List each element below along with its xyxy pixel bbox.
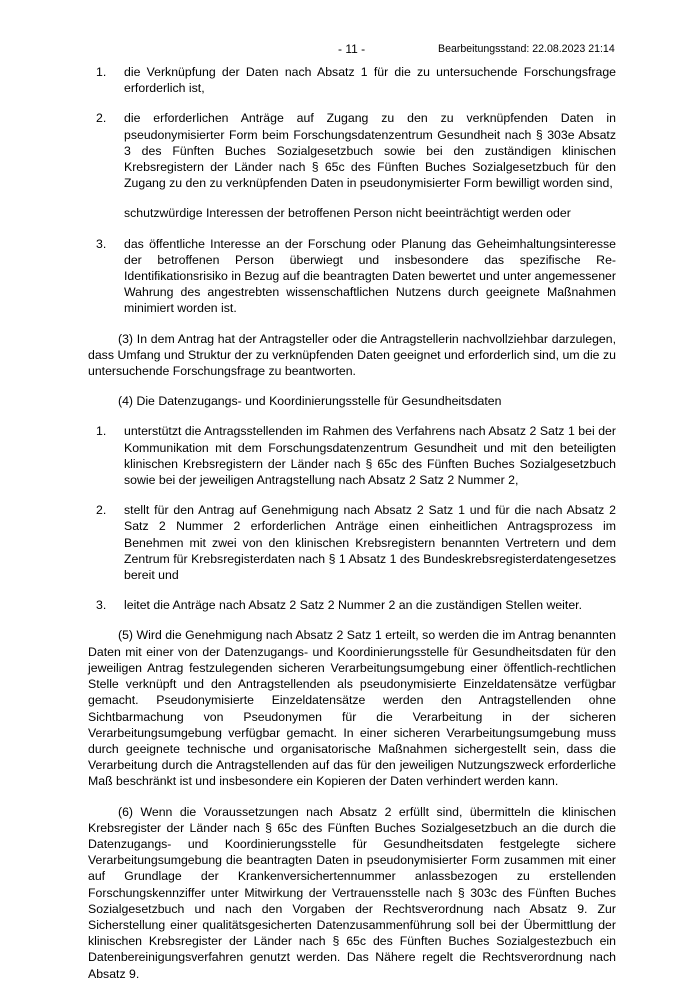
paragraph-4-lead: (4) Die Datenzugangs- und Koordinierungsstelle für Gesundheitsdaten [118, 394, 502, 409]
paragraph-5: (5) Wird die Genehmigung nach Absatz 2 Satz 1 erteilt, so werden die im Antrag benannten Daten mit einer von der Datenzugangs- und Koordinierungsstelle für Gesundheitsdaten für den jeweiligen Antrag festzulegenden sicheren Verarbeitungsumgebung einer öffentlich-rechtlichen Stelle verknüpft und den Antragstellenden als pseudonymisierte Einzeldatensätze verfügbar gemacht. Pseudonymisierte Einzeldatensätze werden den Antragstellenden ohne Sichtbarmachung von Pseudonymen für die Verarbeitung in der sicheren Verarbeitungsumgebung verfügbar gemacht. In einer sicheren Verarbeitungsumgebung muss durch geeignete technische und organisatorische Maßnahmen sichergestellt sein, dass die Verarbeitung durch die Antragstellenden auf das für den jeweiligen Nutzungszweck erforderliche Maß beschränkt ist und insbesondere ein Kopieren der Daten verhindert werden kann. [88, 628, 616, 789]
list-item [88, 110, 616, 191]
edit-status: Bearbeitungsstand: 22.08.2023 21:14 [438, 43, 615, 55]
page-header [0, 42, 700, 58]
list-item-number: 2. [96, 111, 107, 126]
list-item-text: das öffentliche Interesse an der Forschung oder Planung das Geheimhaltungsinteresse der betroffenen Person überwiegt und insbesondere das spezifische Re-Identifikationsrisiko in Bezug auf die beantragten Daten bewertet und unter angemessener Wahrung des angestrebten wissenschaftlichen Nutzens durch geeignete Maßnahmen minimiert worden ist. [124, 236, 616, 316]
page-number: - 11 - [338, 42, 366, 56]
list-item-text: leitet die Anträge nach Absatz 2 Satz 2 Nummer 2 an die zuständigen Stellen weiter. [124, 598, 582, 613]
list-item [88, 502, 616, 583]
list-item-number: 2. [96, 503, 107, 518]
list-item [88, 597, 616, 613]
list-item-number: 3. [96, 236, 107, 251]
list-item [88, 64, 616, 96]
list-item-text: unterstützt die Antragsstellenden im Rahmen des Verfahrens nach Absatz 2 Satz 1 bei der Kommunikation mit dem Forschungsdatenzentrum Gesundheit und mit den beteiligten klinischen Krebsregistern der Länder nach § 65c des Fünften Buches Sozialgesetzbuch sowie bei der jeweiligen Antragstellung nach Absatz 2 Satz 2 Nummer 2, [124, 424, 616, 488]
document-body [88, 64, 616, 996]
list-item [88, 236, 616, 317]
list-item-text: die Verknüpfung der Daten nach Absatz 1 für die zu untersuchende Forschungsfrage erforderlich ist, [124, 65, 616, 96]
list-item-number: 3. [96, 598, 107, 613]
list-item-text: die erforderlichen Anträge auf Zugang zu den zu verknüpfenden Daten in pseudonymisierter Form beim Forschungsdatenzentrum Gesundheit nach § 303e Absatz 3 des Fünften Buches Sozialgesetzbuch sowie bei den zuständigen klinischen Krebsregistern der Länder nach § 65c des Fünften Buches Sozialgesetzbuch für den Zugang zu den zu verknüpfenden Daten in pseudonymisierter Form bewilligt worden sind, [124, 111, 616, 191]
list-item-number: 1. [96, 65, 107, 79]
paragraph-6: (6) Wenn die Voraussetzungen nach Absatz 2 erfüllt sind, übermitteln die klinischen Krebsregister der Länder nach § 65c des Fünften Buches Sozialgesetzbuch an die durch die Datenzugangs- und Koordinierungsstelle für Gesundheitsdaten festgelegte sichere Verarbeitungsumgebung die beantragten Daten in pseudonymisierter Form zusammen mit einer auf Grundlage der Krankenversichertennummer anlassbezogen zu erstellenden Forschungskennziffer unter Mitwirkung der Vertrauensstelle nach § 303c des Fünften Buches Sozialgesetzbuch und nach den Vorgaben der Rechtsverordnung nach Absatz 9. Zur Sicherstellung einer qualitätsgesicherten Datenzusammenführung soll bei der Übermittlung der klinischen Krebsregister der Länder nach § 65c des Fünften Buches Sozialgestezbuch ein Datenbereinigungsverfahren genutzt werden. Das Nähere regelt die Rechtsverordnung nach Absatz 9. [88, 804, 616, 981]
paragraph-3: (3) In dem Antrag hat der Antragsteller oder die Antragstellerin nachvollziehbar darzulegen, dass Umfang und Struktur der zu verknüpfenden Daten geeignet und erforderlich sind, um die zu untersuchende Forschungsfrage zu beantworten. [88, 331, 616, 379]
list-item-text: stellt für den Antrag auf Genehmigung nach Absatz 2 Satz 1 und für die nach Absatz 2 Satz 2 Nummer 2 erforderlichen Anträge einen einheitlichen Antragsprozess im Benehmen mit zwei von den klinischen Krebsregistern benannten Vertretern und dem Zentrum für Krebsregisterdaten nach § 1 Absatz 1 des Bundeskrebsregisterdatengesetzes bereit und [124, 503, 616, 583]
interests-line: schutzwürdige Interessen der betroffenen Person nicht beeinträchtigt werden oder [124, 206, 571, 221]
list-item [88, 423, 616, 488]
list-item-number: 1. [96, 424, 107, 439]
